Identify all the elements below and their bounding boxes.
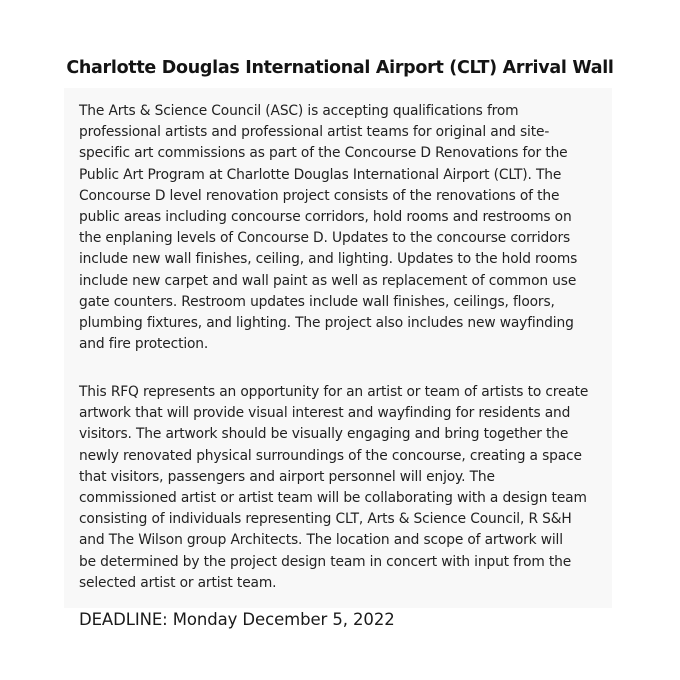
text-line: selected artist or artist team. bbox=[79, 574, 277, 591]
text-line: and fire protection. bbox=[79, 336, 209, 353]
text-line: commissioned artist or artist team will be collaborating with a design team bbox=[79, 490, 587, 507]
text-line: specific art commissions as part of the Concourse D Renovations for the bbox=[79, 145, 568, 162]
text-line: professional artists and professional artist teams for original and site- bbox=[79, 124, 550, 141]
deadline-text: DEADLINE: Monday December 5, 2022 bbox=[79, 610, 395, 629]
text-line: plumbing fixtures, and lighting. The project also includes new wayfinding bbox=[79, 315, 574, 332]
text-line: consisting of individuals representing CLT, Arts & Science Council, R S&H bbox=[79, 511, 572, 528]
text-line: be determined by the project design team in concert with input from the bbox=[79, 553, 572, 570]
text-line: Concourse D level renovation project consists of the renovations of the bbox=[79, 187, 560, 204]
text-line: include new carpet and wall paint as well as replacement of common use bbox=[79, 272, 577, 289]
rfq-paragraph bbox=[79, 382, 619, 594]
text-line: gate counters. Restroom updates include wall finishes, ceilings, floors, bbox=[79, 293, 555, 310]
text-line: and The Wilson group Architects. The location and scope of artwork will bbox=[79, 532, 563, 549]
text-line: that visitors, passengers and airport personnel will enjoy. The bbox=[79, 468, 495, 485]
text-line: artwork that will provide visual interest and wayfinding for residents and bbox=[79, 405, 571, 422]
text-line: newly renovated physical surroundings of the concourse, creating a space bbox=[79, 447, 582, 464]
description-paragraph bbox=[79, 101, 619, 355]
text-line: visitors. The artwork should be visually engaging and bring together the bbox=[79, 426, 569, 443]
text-line: public areas including concourse corridors, hold rooms and restrooms on bbox=[79, 209, 572, 226]
text-line: Public Art Program at Charlotte Douglas International Airport (CLT). The bbox=[79, 166, 562, 183]
text-line: This RFQ represents an opportunity for an artist or team of artists to create bbox=[79, 384, 589, 400]
text-line: the enplaning levels of Concourse D. Updates to the concourse corridors bbox=[79, 230, 571, 247]
page-title: Charlotte Douglas International Airport (CLT) Arrival Wall bbox=[66, 58, 614, 78]
text-line: The Arts & Science Council (ASC) is accepting qualifications from bbox=[79, 103, 519, 119]
text-line: include new wall finishes, ceiling, and lighting. Updates to the hold rooms bbox=[79, 251, 578, 268]
